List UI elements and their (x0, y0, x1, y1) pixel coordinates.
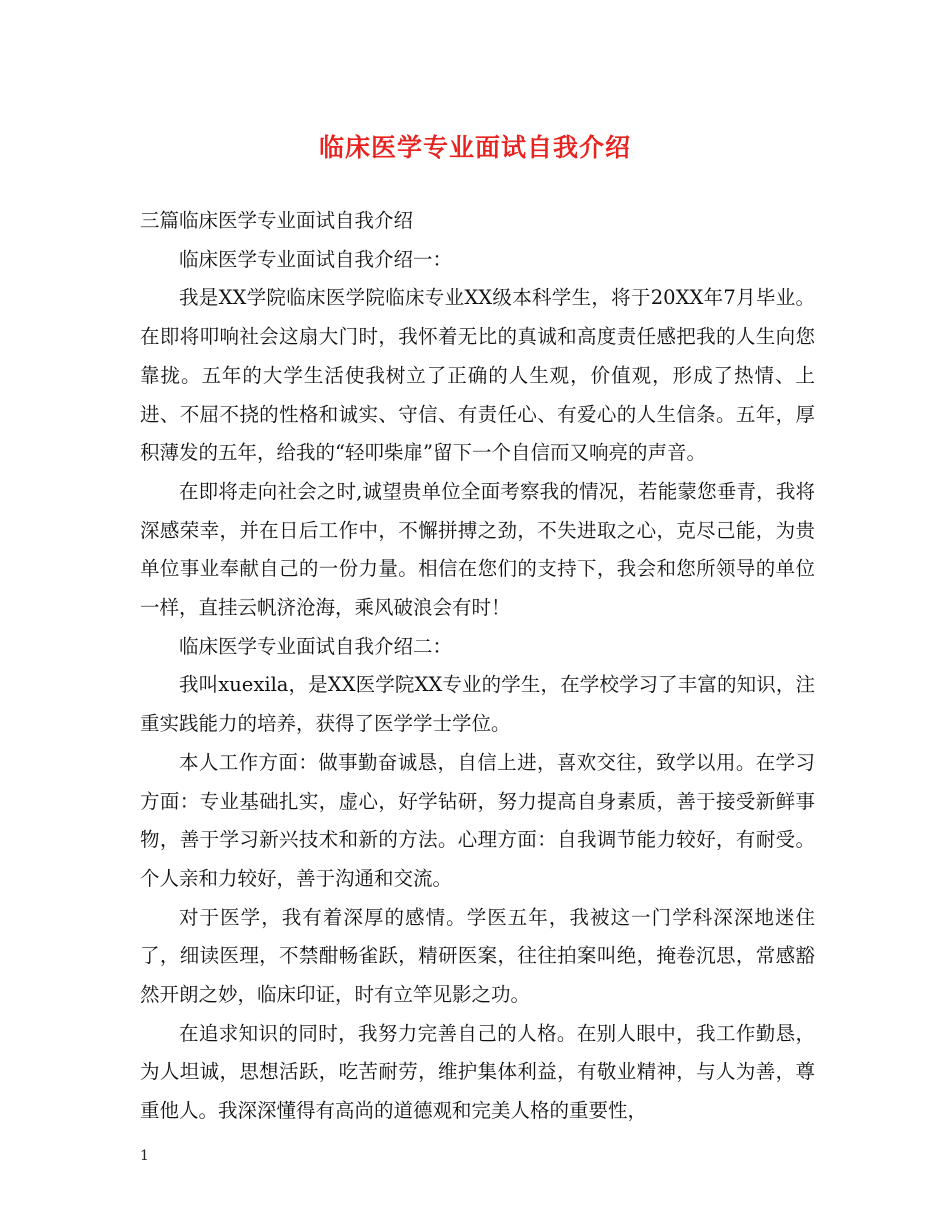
paragraph: 本人工作方面：做事勤奋诚恳，自信上进，喜欢交往，致学以用。在学习方面：专业基础扎实，虚心，好学钻研，努力提高自身素质，善于接受新鲜事物，善于学习新兴技术和新的方法。心理方面：自我调节能力较好，有耐受。个人亲和力较好，善于沟通和交流。 (140, 750, 815, 890)
paragraph-section-heading-2: 临床医学专业面试自我介绍二： (179, 634, 453, 658)
document-title: 临床医学专业面试自我介绍 (318, 133, 631, 162)
paragraph-subtitle: 三篇临床医学专业面试自我介绍 (140, 209, 414, 232)
paragraph: 在即将走向社会之时,诚望贵单位全面考察我的情况，若能蒙您垂青，我将深感荣幸，并在日后工作中，不懈拼搏之劲，不失进取之心，克尽己能，为贵单位事业奉献自己的一份力量。相信在您们的支持下，我会和您所领导的单位一样，直挂云帆济沧海，乘风破浪会有时！ (140, 479, 815, 620)
paragraph-section-heading-1: 临床医学专业面试自我介绍一： (179, 247, 453, 271)
paragraph: 我是XX学院临床医学院临床专业XX级本科学生，将于20XX年7月毕业。在即将叩响社会这扇大门时，我怀着无比的真诚和高度责任感把我的人生向您靠拢。五年的大学生活使我树立了正确的人生观，价值观，形成了热情、上进、不屈不挠的性格和诚实、守信、有责任心、有爱心的人生信条。五年，厚积薄发的五年，给我的“轻叩柴扉”留下一个自信而又响亮的声音。 (140, 286, 815, 465)
page-number: 1 (140, 1148, 149, 1164)
paragraph: 对于医学，我有着深厚的感情。学医五年，我被这一门学科深深地迷住了，细读医理，不禁酣畅雀跃，精研医案，往往拍案叫绝，掩卷沉思，常感豁然开朗之妙，临床印证，时有立竿见影之功。 (140, 905, 815, 1007)
document-body (140, 202, 815, 1131)
paragraph: 我叫xuexila，是XX医学院XX专业的学生，在学校学习了丰富的知识，注重实践能力的培养，获得了医学学士学位。 (140, 673, 815, 736)
paragraph: 在追求知识的同时，我努力完善自己的人格。在别人眼中，我工作勤恳，为人坦诚，思想活跃，吃苦耐劳，维护集体利益，有敬业精神，与人为善，尊重他人。我深深懂得有高尚的道德观和完美人格的重要性， (140, 1021, 815, 1123)
